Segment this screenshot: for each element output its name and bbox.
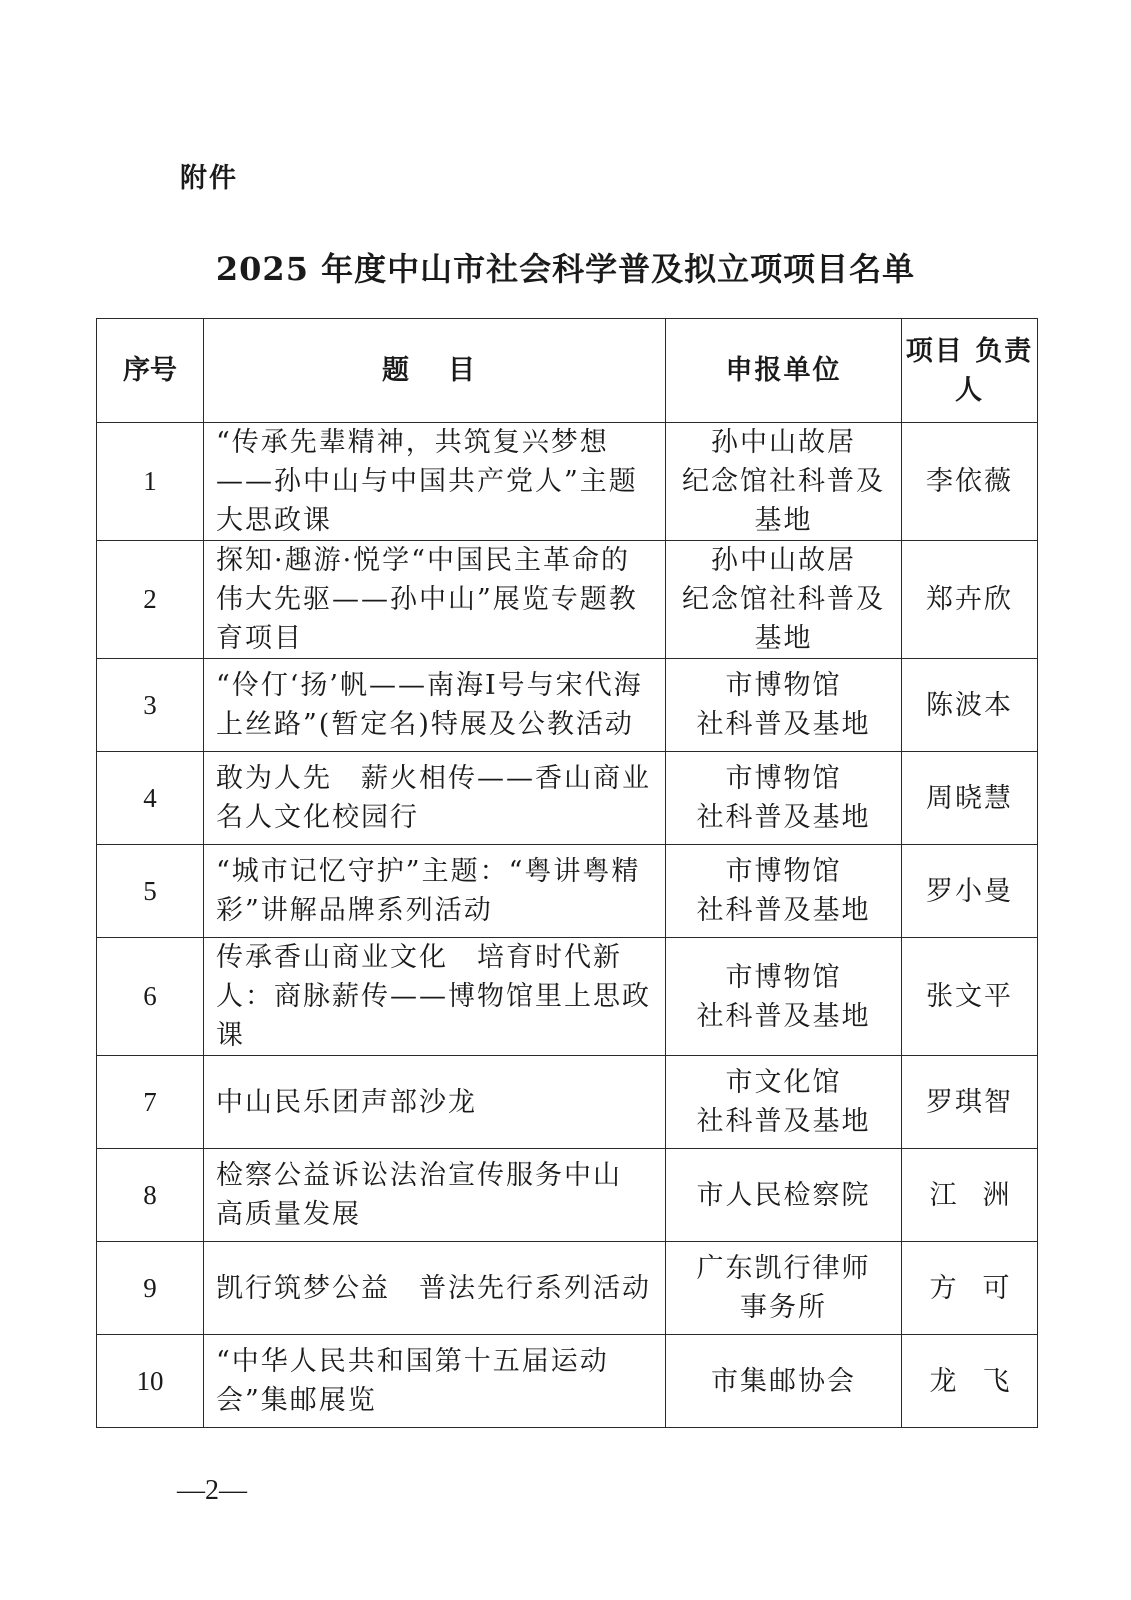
project-title-line: 探知·趣游·悦学“中国民主革命的 — [216, 545, 630, 576]
column-header-no: 序号 — [97, 319, 204, 423]
project-title — [204, 541, 666, 659]
applicant-unit-line: 纪念馆社科普及 — [682, 584, 885, 615]
applicant-unit — [666, 845, 902, 938]
applicant-unit — [666, 541, 902, 659]
applicant-unit — [666, 752, 902, 845]
applicant-unit — [666, 1335, 902, 1428]
applicant-unit-line: 社科普及基地 — [696, 895, 871, 926]
project-title-line: 中山民乐团声部沙龙 — [216, 1086, 477, 1118]
applicant-unit-line: 社科普及基地 — [696, 802, 871, 833]
applicant-unit-line: 纪念馆社科普及 — [682, 466, 885, 497]
project-leader: 龙飞 — [902, 1335, 1038, 1428]
row-number: 5 — [97, 845, 204, 938]
row-number: 10 — [97, 1335, 204, 1428]
project-title-line: “传承先辈精神，共筑复兴梦想 — [216, 427, 609, 458]
applicant-unit — [666, 423, 902, 541]
column-header-leader — [902, 319, 1038, 423]
applicant-unit-line: 社科普及基地 — [696, 709, 871, 740]
project-leader: 张文平 — [902, 938, 1038, 1056]
project-title-line: 彩”讲解品牌系列活动 — [216, 895, 493, 926]
project-leader: 江洲 — [902, 1149, 1038, 1242]
applicant-unit-line: 基地 — [754, 505, 813, 536]
project-title-line: 育项目 — [216, 623, 303, 654]
table-row — [97, 1242, 1038, 1335]
project-title-line: 人：商脉薪传——博物馆里上思政 — [216, 981, 651, 1012]
project-leader: 陈波本 — [902, 659, 1038, 752]
applicant-unit-line: 市集邮协会 — [711, 1365, 856, 1397]
project-title — [204, 1149, 666, 1242]
document-title: 2025 年度中山市社会科学普及拟立项项目名单 — [215, 250, 916, 288]
project-leader: 郑卉欣 — [902, 541, 1038, 659]
table-row — [97, 938, 1038, 1056]
row-number: 3 — [97, 659, 204, 752]
column-header-leader-line2: 负责人 — [955, 335, 1034, 406]
project-leader: 罗琪智 — [902, 1056, 1038, 1149]
applicant-unit-line: 市博物馆 — [725, 856, 842, 887]
applicant-unit-line: 孙中山故居 — [711, 427, 856, 458]
project-title-line: 伟大先驱——孙中山”展览专题教 — [216, 584, 638, 615]
project-title — [204, 1335, 666, 1428]
project-title-line: 敢为人先 薪火相传——香山商业 — [216, 763, 651, 794]
applicant-unit-line: 孙中山故居 — [711, 545, 856, 576]
project-title — [204, 752, 666, 845]
applicant-unit-line: 事务所 — [740, 1292, 827, 1323]
project-title-line: 上丝路”(暂定名)特展及公教活动 — [216, 709, 634, 740]
table-header-row — [97, 319, 1038, 423]
project-title-line: 高质量发展 — [216, 1199, 361, 1230]
project-title-line: 传承香山商业文化 培育时代新 — [216, 942, 622, 973]
applicant-unit — [666, 1149, 902, 1242]
table-row — [97, 1149, 1038, 1242]
row-number: 7 — [97, 1056, 204, 1149]
applicant-unit-line: 市人民检察院 — [696, 1179, 871, 1211]
row-number: 2 — [97, 541, 204, 659]
table-row — [97, 541, 1038, 659]
project-leader: 方可 — [902, 1242, 1038, 1335]
applicant-unit — [666, 1056, 902, 1149]
project-leader: 周晓慧 — [902, 752, 1038, 845]
project-title — [204, 1056, 666, 1149]
project-title-line: 检察公益诉讼法治宣传服务中山 — [216, 1160, 622, 1191]
row-number: 6 — [97, 938, 204, 1056]
column-header-unit: 申报单位 — [666, 319, 902, 423]
table-row — [97, 1335, 1038, 1428]
project-title-line: ——孙中山与中国共产党人”主题 — [216, 466, 638, 497]
project-title-line: “伶仃‘扬’帆——南海I号与宋代海 — [216, 670, 643, 701]
row-number: 1 — [97, 423, 204, 541]
applicant-unit-line: 社科普及基地 — [696, 1000, 871, 1032]
project-title — [204, 1242, 666, 1335]
project-title-line: “中华人民共和国第十五届运动 — [216, 1346, 609, 1377]
project-table — [96, 318, 1038, 1428]
table-row — [97, 423, 1038, 541]
applicant-unit — [666, 938, 902, 1056]
applicant-unit-line: 社科普及基地 — [696, 1106, 871, 1137]
applicant-unit-line: 市博物馆 — [725, 763, 842, 794]
table-row — [97, 845, 1038, 938]
project-title — [204, 938, 666, 1056]
row-number: 9 — [97, 1242, 204, 1335]
project-title — [204, 423, 666, 541]
applicant-unit-line: 广东凯行律师 — [696, 1253, 871, 1284]
project-leader: 李依薇 — [902, 423, 1038, 541]
table-row — [97, 1056, 1038, 1149]
project-title — [204, 845, 666, 938]
applicant-unit-line: 市文化馆 — [725, 1067, 842, 1098]
project-title-line: 课 — [216, 1020, 245, 1051]
applicant-unit-line: 市博物馆 — [725, 670, 842, 701]
row-number: 4 — [97, 752, 204, 845]
project-title-line: “城市记忆守护”主题：“粤讲粤精 — [216, 856, 641, 887]
table-row — [97, 752, 1038, 845]
page-number: —2— — [177, 1475, 247, 1506]
column-header-title: 题 目 — [204, 319, 666, 423]
project-title-line: 名人文化校园行 — [216, 802, 419, 833]
project-title — [204, 659, 666, 752]
applicant-unit-line: 基地 — [754, 623, 813, 654]
column-header-leader-line1: 项目 — [905, 335, 964, 367]
row-number: 8 — [97, 1149, 204, 1242]
project-title-line: 会”集邮展览 — [216, 1385, 377, 1416]
project-title-line: 大思政课 — [216, 505, 332, 536]
applicant-unit — [666, 1242, 902, 1335]
project-title-line: 凯行筑梦公益 普法先行系列活动 — [216, 1272, 651, 1304]
applicant-unit-line: 市博物馆 — [725, 961, 842, 993]
table-row — [97, 659, 1038, 752]
applicant-unit — [666, 659, 902, 752]
project-leader: 罗小曼 — [902, 845, 1038, 938]
attachment-label: 附件 — [180, 163, 238, 194]
